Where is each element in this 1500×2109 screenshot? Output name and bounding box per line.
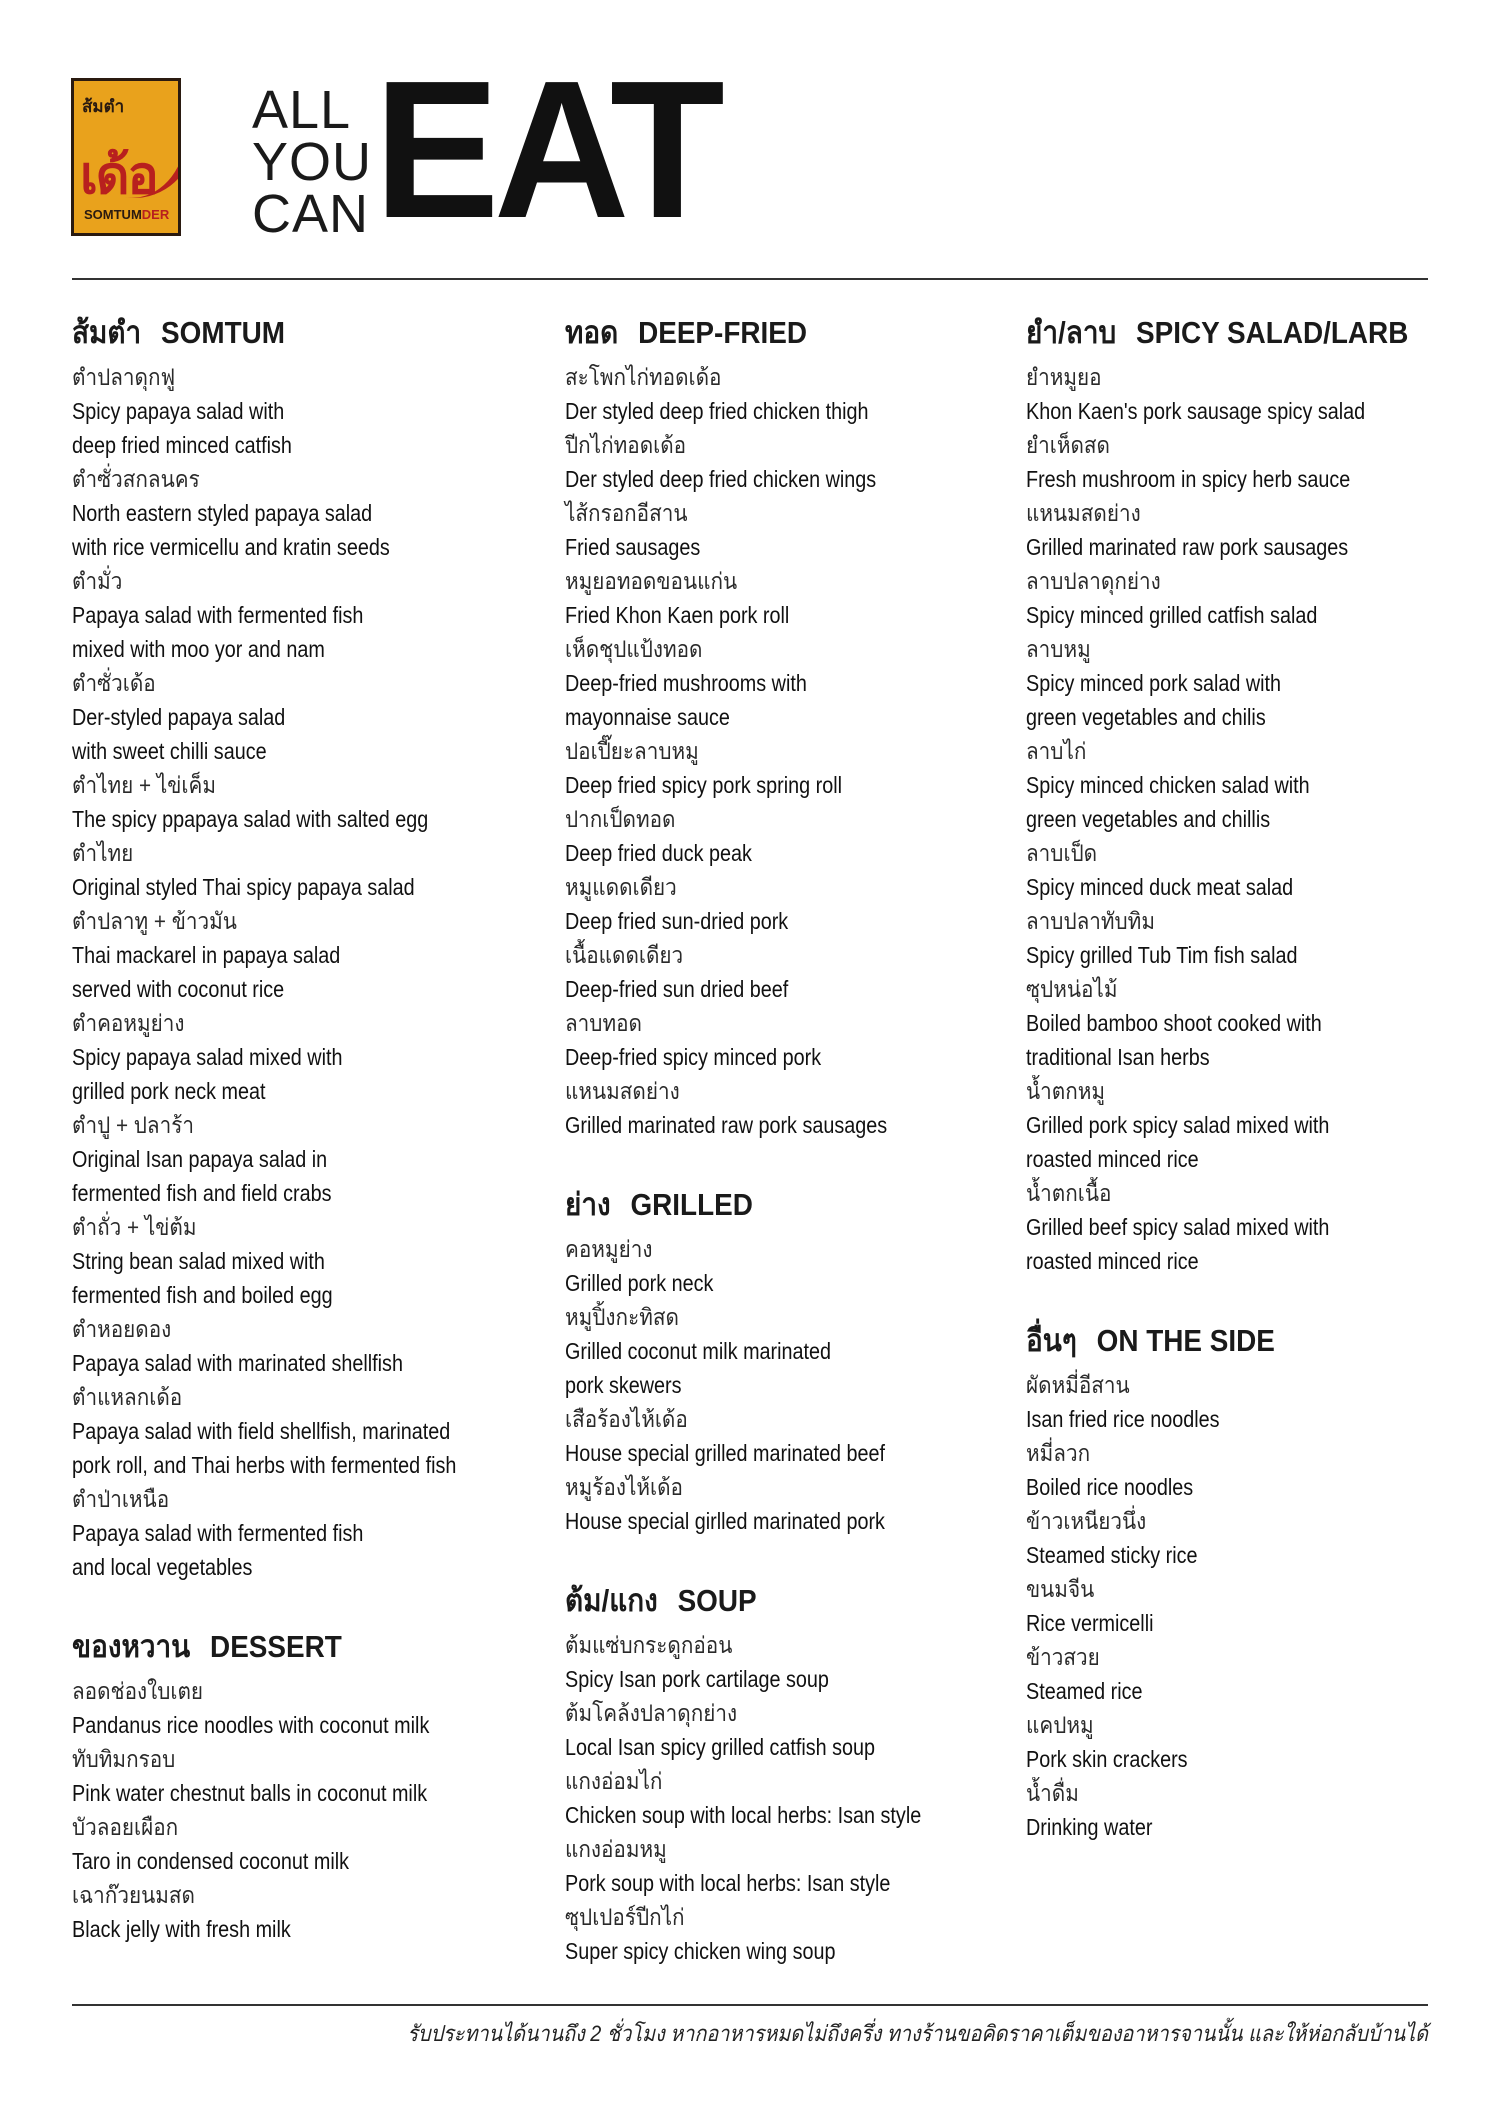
menu-item [565, 1696, 1005, 1764]
menu-item-english [565, 1798, 943, 1832]
header-line1: ALL [252, 80, 352, 140]
menu-item-english [72, 1708, 468, 1742]
menu-item-english-line: Deep-fried mushrooms with [565, 670, 807, 696]
menu-item-english-line: Steamed sticky rice [1026, 1542, 1198, 1568]
menu-item-english [565, 904, 943, 938]
menu-item-english-line: fermented fish and field crabs [72, 1180, 332, 1206]
menu-item [565, 1402, 1005, 1470]
menu-item-english [72, 700, 468, 768]
menu-item-english-line: Grilled pork spicy salad mixed with [1026, 1112, 1330, 1138]
menu-item-english-line: Pork skin crackers [1026, 1746, 1188, 1772]
menu-item [72, 1108, 532, 1210]
menu-item-thai: ตำป่าเหนือ [72, 1486, 170, 1512]
menu-item-english [72, 870, 468, 904]
menu-item-thai: ตำมั่ว [72, 568, 123, 594]
menu-item-english [1026, 1742, 1387, 1776]
logo-brand-b: DER [141, 207, 170, 222]
section-title-thai: ส้มตำ [72, 315, 142, 350]
menu-item-english [72, 1776, 468, 1810]
menu-item-english-line: roasted minced rice [1026, 1248, 1199, 1274]
menu-item-english [1026, 1006, 1387, 1074]
menu-item-english-line: green vegetables and chillis [1026, 806, 1271, 832]
menu-item-english [1026, 1674, 1387, 1708]
menu-item-english-line: Steamed rice [1026, 1678, 1143, 1704]
menu-item-english-line: House special grilled marinated beef [565, 1440, 885, 1466]
menu-item [1026, 734, 1446, 836]
menu-item-english-line: Der styled deep fried chicken thigh [565, 398, 869, 424]
menu-item [565, 870, 1005, 938]
menu-item-english [565, 530, 943, 564]
menu-item-english-line: with rice vermicellu and kratin seeds [72, 534, 390, 560]
section-on-the-side [1026, 1320, 1446, 1844]
menu-item [72, 1210, 532, 1312]
menu-item-english [1026, 598, 1387, 632]
menu-item [1026, 1640, 1446, 1708]
menu-item-english-line: served with coconut rice [72, 976, 285, 1002]
menu-item-english-line: Fried Khon Kaen pork roll [565, 602, 790, 628]
menu-item-english-line: The spicy ppapaya salad with salted egg [72, 806, 429, 832]
menu-item-thai: เสือร้องไห้เด้อ [565, 1406, 688, 1432]
menu-item-english-line: green vegetables and chilis [1026, 704, 1266, 730]
menu-item-english-line: Spicy papaya salad mixed with [72, 1044, 343, 1070]
menu-item [72, 1742, 532, 1810]
menu-column-2 [565, 312, 1005, 1968]
menu-item-english-line: Der styled deep fried chicken wings [565, 466, 877, 492]
menu-item-english-line: Original styled Thai spicy papaya salad [72, 874, 415, 900]
menu-item-english [72, 1912, 468, 1946]
menu-item-english [565, 1108, 943, 1142]
menu-item-english-line: Grilled beef spicy salad mixed with [1026, 1214, 1330, 1240]
section-title-english: SPICY SALAD/LARB [1136, 315, 1409, 350]
section-title [1026, 312, 1409, 354]
menu-item-thai: ยำหมูยอ [1026, 364, 1102, 390]
menu-item-english-line: Spicy Isan pork cartilage soup [565, 1666, 829, 1692]
somtum-der-logo [71, 78, 181, 236]
menu-item-thai: สะโพกไก่ทอดเด้อ [565, 364, 722, 390]
menu-item [565, 564, 1005, 632]
menu-item-english [1026, 1470, 1387, 1504]
menu-item-english-line: Papaya salad with marinated shellfish [72, 1350, 403, 1376]
menu-column-1 [72, 312, 532, 1946]
menu-item-thai: ปอเปี๊ยะลาบหมู [565, 738, 699, 764]
menu-item-english [565, 1504, 943, 1538]
menu-item [72, 1312, 532, 1380]
menu-item-english-line: Chicken soup with local herbs: Isan style [565, 1802, 922, 1828]
menu-item-english-line: Spicy papaya salad with [72, 398, 285, 424]
menu-item-english [565, 1266, 943, 1300]
menu-item-thai: ไส้กรอกอีสาน [565, 500, 688, 526]
menu-item-english [72, 1516, 468, 1584]
menu-item-thai: ลาบทอด [565, 1010, 642, 1036]
menu-item-english-line: Fried sausages [565, 534, 701, 560]
menu-item-english-line: deep fried minced catfish [72, 432, 292, 458]
menu-item-english-line: Fresh mushroom in spicy herb sauce [1026, 466, 1351, 492]
menu-item-english-line: pork skewers [565, 1372, 682, 1398]
menu-item [565, 734, 1005, 802]
menu-item [1026, 1074, 1446, 1176]
menu-item [72, 1482, 532, 1584]
menu-item-english-line: Spicy minced grilled catfish salad [1026, 602, 1318, 628]
section-title-english: SOUP [677, 1583, 757, 1618]
menu-item-english [1026, 768, 1387, 836]
menu-item-english [565, 394, 943, 428]
menu-item-english-line: Grilled marinated raw pork sausages [1026, 534, 1349, 560]
menu-item-english [1026, 1402, 1387, 1436]
menu-item [565, 802, 1005, 870]
menu-item-thai: เนื้อแดดเดียว [565, 942, 684, 968]
menu-item [1026, 972, 1446, 1074]
menu-item [565, 1006, 1005, 1074]
menu-item [72, 1810, 532, 1878]
menu-item-thai: แหนมสดย่าง [1026, 500, 1141, 526]
menu-item-english-line: Deep fried spicy pork spring roll [565, 772, 843, 798]
menu-item-english-line: Grilled pork neck [565, 1270, 714, 1296]
menu-item-english [1026, 462, 1387, 496]
section-title-thai: ยำ/ลาบ [1026, 315, 1117, 350]
menu-item [1026, 1504, 1446, 1572]
menu-item [72, 1878, 532, 1946]
menu-item-english-line: Spicy minced chicken salad with [1026, 772, 1310, 798]
menu-item [565, 632, 1005, 734]
menu-item [72, 1674, 532, 1742]
menu-item-english [1026, 1606, 1387, 1640]
menu-item-english [1026, 1108, 1387, 1176]
menu-item [72, 666, 532, 768]
logo-thai-main: เด้อ [80, 147, 157, 205]
menu-item-thai: ข้าวเหนียวนึ่ง [1026, 1508, 1147, 1534]
section-title [72, 312, 486, 354]
menu-item-english [565, 1730, 943, 1764]
section-title [72, 1626, 486, 1668]
menu-item-english-line: Isan fried rice noodles [1026, 1406, 1220, 1432]
section-title [565, 1184, 961, 1226]
menu-item-english-line: Spicy grilled Tub Tim fish salad [1026, 942, 1298, 968]
menu-item [1026, 904, 1446, 972]
menu-item-thai: ลาบปลาทับทิม [1026, 908, 1155, 934]
menu-item-english [72, 496, 468, 564]
menu-item-english-line: Pandanus rice noodles with coconut milk [72, 1712, 430, 1738]
section-title-thai: ทอด [565, 315, 619, 350]
menu-item [1026, 836, 1446, 904]
section-title-thai: ย่าง [565, 1187, 611, 1222]
menu-item-thai: แกงอ่อมไก่ [565, 1768, 663, 1794]
menu-item-english-line: Drinking water [1026, 1814, 1153, 1840]
menu-item-english-line: grilled pork neck meat [72, 1078, 266, 1104]
menu-item-thai: ข้าวสวย [1026, 1644, 1100, 1670]
section-title [1026, 1320, 1404, 1362]
menu-item-english [72, 1040, 468, 1108]
menu-item-english-line: Deep fried sun-dried pork [565, 908, 789, 934]
footer-note: รับประทานได้นานถึง 2 ชั่วโมง หากอาหารหมดไม่ถึงครึ่ง ทางร้านขอคิดราคาเต็มของอาหารจานนั้น และให้ห่อกลับบ้านได้ [407, 2021, 1428, 2046]
menu-item-thai: ตำซั่วเด้อ [72, 670, 156, 696]
menu-item-thai: ขนมจีน [1026, 1576, 1095, 1602]
menu-item [72, 904, 532, 1006]
menu-item-thai: ลาบหมู [1026, 636, 1091, 662]
menu-item-english [565, 1436, 943, 1470]
menu-item-thai: ทับทิมกรอบ [72, 1746, 176, 1772]
menu-item-english [72, 1244, 468, 1312]
menu-item [1026, 360, 1446, 428]
menu-item-thai: น้ำตกหมู [1026, 1078, 1106, 1104]
menu-item [565, 1232, 1005, 1300]
menu-item-english-line: mixed with moo yor and nam [72, 636, 325, 662]
menu-item-english-line: House special girlled marinated pork [565, 1508, 885, 1534]
menu-item-thai: หมูร้องไห้เด้อ [565, 1474, 683, 1500]
menu-item-english-line: Grilled coconut milk marinated [565, 1338, 832, 1364]
menu-item-english [565, 462, 943, 496]
section-deep-fried [565, 312, 1005, 1142]
menu-item-english-line: Der-styled papaya salad [72, 704, 286, 730]
section-title-english: SOMTUM [161, 315, 286, 350]
section-title-english: DESSERT [210, 1629, 342, 1664]
menu-item-thai: คอหมูย่าง [565, 1236, 653, 1262]
menu-item [1026, 564, 1446, 632]
menu-item-english-line: Spicy minced duck meat salad [1026, 874, 1294, 900]
menu-item [565, 360, 1005, 428]
menu-item [1026, 1176, 1446, 1278]
section-grilled [565, 1184, 1005, 1538]
menu-item-english [1026, 1810, 1387, 1844]
menu-item-english-line: Rice vermicelli [1026, 1610, 1154, 1636]
menu-item-english [72, 598, 468, 666]
section-title-english: GRILLED [630, 1187, 753, 1222]
menu-item-english-line: Boiled bamboo shoot cooked with [1026, 1010, 1322, 1036]
menu-item-english [1026, 666, 1387, 734]
menu-item-english-line: Khon Kaen's pork sausage spicy salad [1026, 398, 1366, 424]
menu-column-3 [1026, 312, 1446, 1844]
menu-item-english [565, 598, 943, 632]
section-title-thai: ต้ม/แกง [565, 1583, 658, 1618]
menu-item-english-line: fermented fish and boiled egg [72, 1282, 333, 1308]
menu-item-english [72, 1414, 468, 1482]
menu-item-english-line: traditional Isan herbs [1026, 1044, 1210, 1070]
menu-item-thai: หมูยอทอดขอนแก่น [565, 568, 738, 594]
menu-item-thai: แกงอ่อมหมู [565, 1836, 667, 1862]
menu-item-english-line: Pork soup with local herbs: Isan style [565, 1870, 891, 1896]
section-dessert [72, 1626, 532, 1946]
menu-item-thai: ตำซั่วสกลนคร [72, 466, 200, 492]
menu-item-thai: น้ำดื่ม [1026, 1780, 1079, 1806]
menu-item-english-line: Boiled rice noodles [1026, 1474, 1194, 1500]
menu-item-english-line: Thai mackarel in papaya salad [72, 942, 341, 968]
section-soup [565, 1580, 1005, 1968]
logo-brand [84, 207, 169, 222]
menu-item [72, 564, 532, 666]
menu-item-thai: ตำปลาดุกฟู [72, 364, 176, 390]
header-line2: YOU [252, 132, 373, 192]
menu-item [1026, 1436, 1446, 1504]
menu-item [72, 1006, 532, 1108]
menu-item-english-line: Spicy minced pork salad with [1026, 670, 1282, 696]
menu-item [565, 496, 1005, 564]
header-eat: EAT [374, 40, 720, 259]
logo-brand-a: SOMTUM [84, 207, 142, 222]
menu-item-english [565, 1040, 943, 1074]
header-line3: CAN [252, 184, 370, 244]
menu-item-english [565, 666, 943, 734]
menu-item-english-line: Deep-fried sun dried beef [565, 976, 789, 1002]
menu-item-english [1026, 870, 1387, 904]
bottom-divider [72, 2004, 1428, 2006]
menu-item-thai: หมูปิ้งกะทิสด [565, 1304, 679, 1330]
menu-item [565, 1628, 1005, 1696]
menu-item-english [1026, 938, 1387, 972]
menu-item-english-line: Papaya salad with fermented fish [72, 602, 364, 628]
menu-item-thai: ตำคอหมูย่าง [72, 1010, 185, 1036]
menu-item [1026, 1368, 1446, 1436]
menu-item-thai: ตำไทย [72, 840, 134, 866]
section-title-english: ON THE SIDE [1096, 1323, 1275, 1358]
menu-item-english-line: Local Isan spicy grilled catfish soup [565, 1734, 876, 1760]
menu-item-english-line: Deep-fried spicy minced pork [565, 1044, 822, 1070]
menu-item-thai: ตำแหลกเด้อ [72, 1384, 183, 1410]
menu-item-english-line: Super spicy chicken wing soup [565, 1938, 836, 1964]
menu-item-english-line: Taro in condensed coconut milk [72, 1848, 350, 1874]
menu-item-english [1026, 530, 1387, 564]
menu-item-english-line: Papaya salad with field shellfish, marinated [72, 1418, 451, 1444]
menu-item-english [565, 768, 943, 802]
menu-item [565, 1764, 1005, 1832]
menu-item-english [565, 1934, 943, 1968]
menu-item [72, 1380, 532, 1482]
menu-item-english-line: Original Isan papaya salad in [72, 1146, 328, 1172]
menu-item-thai: ปีกไก่ทอดเด้อ [565, 432, 687, 458]
menu-item-english-line: and local vegetables [72, 1554, 253, 1580]
section-spicy-salad [1026, 312, 1446, 1278]
menu-item-english-line: mayonnaise sauce [565, 704, 730, 730]
menu-item [72, 462, 532, 564]
menu-item [565, 1470, 1005, 1538]
menu-item-english [1026, 1210, 1387, 1278]
menu-item [1026, 1776, 1446, 1844]
menu-item-thai: ยำเห็ดสด [1026, 432, 1110, 458]
menu-item-thai: ตำปลาทู + ข้าวมัน [72, 908, 237, 934]
menu-item-english [565, 1662, 943, 1696]
menu-item-english [565, 1866, 943, 1900]
menu-item-thai: ตำปู + ปลาร้า [72, 1112, 194, 1138]
menu-item [1026, 496, 1446, 564]
menu-item-english-line: Papaya salad with fermented fish [72, 1520, 364, 1546]
menu-item-english [72, 1844, 468, 1878]
menu-item [565, 1074, 1005, 1142]
menu-item-thai: ลอดช่องใบเตย [72, 1678, 204, 1704]
menu-item-thai: หมี่ลวก [1026, 1440, 1091, 1466]
menu-item [1026, 632, 1446, 734]
menu-item [72, 836, 532, 904]
menu-item-thai: เห็ดชุปแป้งทอด [565, 636, 703, 662]
header-all-you-can [252, 80, 373, 244]
section-title-english: DEEP-FRIED [638, 315, 808, 350]
menu-item-thai: แคปหมู [1026, 1712, 1094, 1738]
menu-item-english-line: North eastern styled papaya salad [72, 500, 373, 526]
menu-item-thai: น้ำตกเนื้อ [1026, 1180, 1112, 1206]
menu-item [72, 360, 532, 462]
menu-item-thai: เฉาก๊วยนมสด [72, 1882, 195, 1908]
menu-item-english-line: pork roll, and Thai herbs with fermented fish [72, 1452, 457, 1478]
menu-item-thai: ซุปเปอร์ปีกไก่ [565, 1904, 685, 1930]
menu-item-english-line: Pink water chestnut balls in coconut milk [72, 1780, 428, 1806]
menu-item [565, 1300, 1005, 1402]
menu-item-thai: หมูแดดเดียว [565, 874, 677, 900]
menu-item-english-line: Deep fried duck peak [565, 840, 752, 866]
menu-item-english [72, 394, 468, 462]
menu-item [565, 1900, 1005, 1968]
top-divider [72, 278, 1428, 280]
menu-item-english-line: String bean salad mixed with [72, 1248, 325, 1274]
section-title-thai: อื่นๆ [1026, 1323, 1077, 1358]
menu-item-thai: ลาบปลาดุกย่าง [1026, 568, 1161, 594]
menu-item-thai: ลาบไก่ [1026, 738, 1087, 764]
menu-item-thai: ซุปหน่อไม้ [1026, 976, 1118, 1002]
menu-item-english-line: Black jelly with fresh milk [72, 1916, 291, 1942]
menu-item-english-line: with sweet chilli sauce [72, 738, 267, 764]
menu-item-english [565, 972, 943, 1006]
menu-item [72, 768, 532, 836]
menu-item-english [72, 1142, 468, 1210]
menu-item-thai: ลาบเป็ด [1026, 840, 1098, 866]
menu-item-english [565, 836, 943, 870]
menu-item-english [1026, 1538, 1387, 1572]
menu-item [1026, 428, 1446, 496]
menu-item-thai: ปากเป็ดทอด [565, 806, 676, 832]
menu-item-english [72, 938, 468, 1006]
menu-item [565, 938, 1005, 1006]
menu-item-english-line: Grilled marinated raw pork sausages [565, 1112, 888, 1138]
menu-item-thai: ต้มโคล้งปลาดุกย่าง [565, 1700, 738, 1726]
menu-item-english [565, 1334, 943, 1402]
section-somtum [72, 312, 532, 1584]
section-title [565, 1580, 961, 1622]
menu-item-english [72, 802, 468, 836]
menu-item-english [72, 1346, 468, 1380]
menu-item-thai: ต้มแซ่บกระดูกอ่อน [565, 1632, 733, 1658]
section-title-thai: ของหวาน [72, 1629, 191, 1664]
menu-item-thai: บัวลอยเผือก [72, 1814, 179, 1840]
menu-item-thai: ตำหอยดอง [72, 1316, 172, 1342]
menu-item [1026, 1708, 1446, 1776]
menu-item-english [1026, 394, 1387, 428]
menu-item-thai: ตำถั่ว + ไข่ต้ม [72, 1214, 197, 1240]
menu-item-english-line: roasted minced rice [1026, 1146, 1199, 1172]
menu-item-thai: ตำไทย + ไข่เค็ม [72, 772, 216, 798]
menu-item-thai: ผัดหมี่อีสาน [1026, 1372, 1130, 1398]
logo-thai-top: ส้มตำ [82, 97, 125, 116]
menu-item [1026, 1572, 1446, 1640]
section-title [565, 312, 961, 354]
menu-item [565, 1832, 1005, 1900]
menu-item [565, 428, 1005, 496]
menu-item-thai: แหนมสดย่าง [565, 1078, 680, 1104]
